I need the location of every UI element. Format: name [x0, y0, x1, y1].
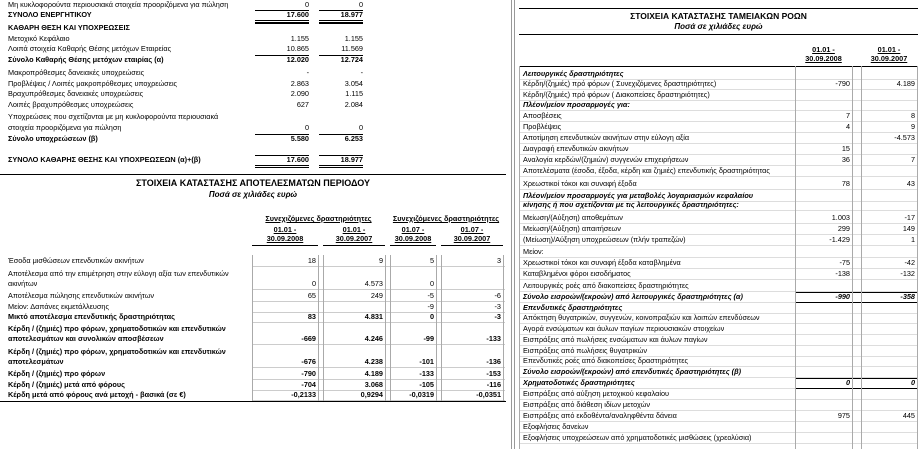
- cashflow-row-label: Πλέον/μείον προσαρμογές για μεταβολές λογαριασμών κεφαλαίου: [523, 191, 754, 200]
- col-header-rule: [252, 245, 318, 246]
- cashflow-col-border: [861, 66, 862, 449]
- results-value: -3: [494, 312, 501, 321]
- cashflow-value-2007: 43: [906, 179, 915, 188]
- total-rule: [795, 388, 917, 389]
- results-row-label: Αποτέλεσμα από την επιμέτρηση στην εύλογη αξία των επενδυτικών: [8, 269, 229, 278]
- cashflow-value-2008: 15: [841, 144, 850, 153]
- results-row-label-cont: αποτελεσμάτων και συνολικών αποσβέσεων: [8, 334, 164, 343]
- total-rule: [255, 55, 309, 56]
- cashflow-title: ΣΤΟΙΧΕΙΑ ΚΑΤΑΣΤΑΣΗΣ ΤΑΜΕΙΑΚΩΝ ΡΟΩΝ: [630, 11, 807, 21]
- cashflow-row-label: Εξοφλήσεις υποχρεώσεων από χρηματοδοτικές μισθώσεις (χρεολύσια): [523, 433, 752, 442]
- cashflow-row-label: Χρεωστικοί τόκοι και συναφή έξοδα καταβλημένα: [523, 258, 681, 267]
- cashflow-value-2007: 445: [902, 411, 915, 420]
- results-row-label-cont: αποτελεσμάτων: [8, 357, 64, 366]
- balance-value-2008: 0: [304, 0, 309, 9]
- balance-value-2008: -: [306, 68, 309, 77]
- results-value: 4.246: [364, 334, 383, 343]
- balance-row-label: Λοιπές βραχυπρόθεσμες υποχρεώσεις: [8, 100, 134, 109]
- row-rule: [252, 322, 505, 323]
- cashflow-row-label: Χρηματοδοτικές δραστηριότητες: [523, 378, 635, 387]
- results-title: ΣΤΟΙΧΕΙΑ ΚΑΤΑΣΤΑΣΗΣ ΑΠΟΤΕΛΕΣΜΑΤΩΝ ΠΕΡΙΟΔΟΥ: [136, 178, 370, 188]
- double-rule: [255, 165, 309, 168]
- results-row-label: Αποτέλεσμα πώλησης επενδυτικών ακινήτων: [8, 291, 155, 300]
- results-value: -133: [419, 369, 434, 378]
- results-value: -0,0351: [476, 390, 501, 399]
- balance-value-2007: 6.253: [344, 134, 363, 143]
- results-value: 83: [307, 312, 316, 321]
- balance-value-2007: 0: [358, 0, 363, 9]
- panel-separator: [511, 0, 515, 449]
- balance-value-2008: 5.580: [290, 134, 309, 143]
- balance-row-label: Βραχυπρόθεσμες δανειακές υποχρεώσεις: [8, 89, 144, 98]
- cashflow-row-label: Διαγραφή επενδυτικών ακινήτων: [523, 144, 629, 153]
- balance-value-2007: -: [360, 68, 363, 77]
- results-row-label-cont: ακινήτων: [8, 279, 38, 288]
- results-col-period-start: 01.01 -: [273, 225, 297, 234]
- total-rule: [255, 155, 309, 156]
- balance-value-2008: 12.020: [286, 55, 309, 64]
- results-value: 9: [378, 256, 383, 265]
- total-rule: [255, 134, 309, 135]
- row-rule: [519, 279, 918, 280]
- cashflow-row-label: Αναλογία κερδών/(ζημιών) συγγενών επιχειρήσεων: [523, 155, 689, 164]
- cashflow-col-period-start: 01.01 -: [812, 45, 835, 54]
- total-rule: [795, 302, 917, 303]
- cashflow-col-period-end: 30.09.2007: [870, 54, 908, 63]
- results-row-label: Κέρδη / (ζημιές) μετά από φόρους: [8, 380, 125, 389]
- results-value: 65: [307, 291, 316, 300]
- results-value: 4.831: [364, 312, 383, 321]
- row-rule: [252, 289, 505, 290]
- total-rule: [319, 155, 363, 156]
- double-rule: [255, 20, 309, 23]
- cashflow-value-2008: -138: [835, 269, 850, 278]
- balance-row-label: ΣΥΝΟΛΟ ΚΑΘΑΡΗΣ ΘΕΣΗΣ ΚΑΙ ΥΠΟΧΡΕΩΣΕΩΝ (α)+(β): [8, 155, 201, 164]
- balance-value-2007: 18.977: [340, 10, 363, 19]
- results-col-border: [252, 255, 253, 401]
- results-col-border: [385, 255, 386, 401]
- results-group-header-2: Συνεχιζόμενες δραστηριότητες: [392, 214, 500, 223]
- balance-value-2008: 0: [304, 123, 309, 132]
- results-row-label: Έσοδα μισθώσεων επενδυτικών ακινήτων: [8, 256, 144, 265]
- cashflow-value-2008: 78: [841, 179, 850, 188]
- cashflow-value-2008: 36: [841, 155, 850, 164]
- cashflow-subtitle: Ποσά σε χιλιάδες ευρώ: [674, 22, 763, 31]
- results-col-border: [503, 255, 504, 401]
- results-value: -676: [301, 357, 316, 366]
- results-col-period-start: 01.07 -: [460, 225, 484, 234]
- balance-row-label: ΚΑΘΑΡΗ ΘΕΣΗ ΚΑΙ ΥΠΟΧΡΕΩΣΕΙΣ: [8, 23, 130, 32]
- results-group-header-1: Συνεχιζόμενες δραστηριότητες: [265, 214, 372, 223]
- total-rule: [795, 378, 917, 379]
- cashflow-value-2007: -4.573: [894, 133, 915, 142]
- cashflow-value-2008: -990: [835, 292, 850, 301]
- cashflow-value-2007: 9: [910, 122, 915, 131]
- results-value: -116: [486, 380, 501, 389]
- cashflow-row-label: (Μείωση)/Αύξηση υποχρεώσεων (πλήν τραπεζών): [523, 235, 686, 244]
- balance-value-2008: 10.865: [286, 44, 309, 53]
- total-rule: [319, 10, 363, 11]
- results-row-label: Μικτό αποτέλεσμα επενδυτικής δραστηριότητας: [8, 312, 175, 321]
- double-rule: [319, 165, 363, 168]
- results-value: 249: [370, 291, 383, 300]
- row-rule: [252, 344, 505, 345]
- balance-row-label: Προβλέψεις / Λοιπές μακροπρόθεσμες υποχρεώσεις: [8, 79, 178, 88]
- balance-value-2007: 0: [358, 123, 363, 132]
- cashflow-row-label: κίνησης ή που σχετίζονται με τις λειτουργικές δραστηριότητες:: [523, 200, 739, 209]
- results-col-border: [436, 255, 437, 401]
- balance-row-label: Λοιπά στοιχεία Καθαρής Θέσης μετόχων Εταιρείας: [8, 44, 172, 53]
- cashflow-row-label: Καταβλημένοι φόροι εισοδήματος: [523, 269, 631, 278]
- balance-value-2007: 2.084: [344, 100, 363, 109]
- cashflow-row-label: Κέρδη/(ζημιές) πρό φόρων ( Διακοπείσες δραστηριότητες): [523, 90, 710, 99]
- balance-value-2008: 2.090: [290, 89, 309, 98]
- cashflow-row-label: Προβλέψεις: [523, 122, 562, 131]
- balance-value-2008: 2.863: [290, 79, 309, 88]
- balance-row-label: ΣΥΝΟΛΟ ΕΝΕΡΓΗΤΙΚΟΥ: [8, 10, 92, 19]
- balance-row-label: Υποχρεώσεις που σχετίζονται με μη κυκλοφορούντα περιουσιακά: [8, 112, 219, 121]
- cashflow-header-rule: [519, 8, 918, 9]
- results-value: -136: [486, 357, 501, 366]
- results-value: 4.573: [364, 279, 383, 288]
- results-value: 5: [429, 256, 434, 265]
- row-rule: [519, 189, 918, 190]
- cashflow-row-label: Αγορά ενσώματων και άυλων παγίων περιουσιακών στοιχείων: [523, 324, 725, 333]
- balance-row-label: Μη κυκλοφορούντα περιουσιακά στοιχεία προοριζόμενα για πώληση: [8, 0, 229, 9]
- cashflow-header-rule: [519, 34, 918, 35]
- row-rule: [519, 176, 918, 177]
- results-value: 18: [307, 256, 316, 265]
- cashflow-value-2007: -42: [904, 258, 915, 267]
- row-rule: [252, 301, 505, 302]
- cashflow-value-2007: -17: [904, 213, 915, 222]
- balance-value-2007: 3.054: [344, 79, 363, 88]
- results-value: -0,0319: [409, 390, 434, 399]
- cashflow-row-label: Εισπράξεις από πωλήσεις ενσώματων και άυλων παγίων: [523, 335, 708, 344]
- results-value: 4.189: [364, 369, 383, 378]
- double-rule: [319, 20, 363, 23]
- results-col-period-end: 30.09.2007: [453, 234, 491, 243]
- cashflow-row-label: Κέρδη/(ζημιές) πρό φόρων ( Συνεχιζόμενες δραστηριότητες): [523, 79, 717, 88]
- results-col-border: [390, 255, 391, 401]
- cashflow-col-border: [795, 66, 796, 449]
- total-rule: [255, 10, 309, 11]
- section-rule: [0, 174, 506, 175]
- cashflow-value-2007: 7: [910, 155, 915, 164]
- cashflow-row-label: Αποτίμηση επενδυτικών ακινήτων στην εύλογη αξία: [523, 133, 690, 142]
- cashflow-value-2008: 4: [845, 122, 850, 131]
- row-rule: [519, 443, 918, 444]
- results-col-period-start: 01.01 -: [342, 225, 366, 234]
- cashflow-row-label: Αποτελέσματα (έσοδα, έξοδα, κέρδη και ζημιές) επενδυτικής δραστηριότητας: [523, 166, 770, 175]
- cashflow-row-label: Μείωση/(Αύξηση) απαιτήσεων: [523, 224, 621, 233]
- results-col-period-end: 30.09.2008: [394, 234, 432, 243]
- cashflow-row-label: Λειτουργικές δραστηριότητες: [523, 69, 624, 78]
- results-col-border: [318, 255, 319, 401]
- results-value: 0: [429, 312, 434, 321]
- results-value: -9: [427, 302, 434, 311]
- results-value: -3: [494, 302, 501, 311]
- cashflow-value-2007: 149: [902, 224, 915, 233]
- cashflow-row-label: Εισπράξεις από πωλήσεις θυγατρικών: [523, 346, 648, 355]
- results-value: -669: [301, 334, 316, 343]
- results-value: 3: [496, 256, 501, 265]
- cashflow-row-label: Εισπράξεις από διάθεση ιδίων μετοχών: [523, 400, 650, 409]
- cashflow-col-border: [852, 66, 853, 449]
- cashflow-row-label: Σύνολο εισροών/(εκροών) από επενδυτικές δραστηριότητες (β): [523, 367, 742, 376]
- balance-value-2008: 1.155: [290, 34, 309, 43]
- balance-row-label: Σύνολο Καθαρής Θέσης μετόχων εταιρίας (α): [8, 55, 164, 64]
- results-col-border: [323, 255, 324, 401]
- balance-value-2008: 627: [296, 100, 309, 109]
- results-col-period-end: 30.09.2007: [335, 234, 373, 243]
- cashflow-row-label: Σύνολο εισροών/(εκροών) από λειτουργικές δραστηριότητες (α): [523, 292, 743, 301]
- total-rule: [319, 23, 363, 24]
- cashflow-value-2008: -790: [835, 79, 850, 88]
- results-col-period-end: 30.09.2008: [266, 234, 304, 243]
- results-value: -790: [301, 369, 316, 378]
- total-rule: [795, 292, 917, 293]
- balance-row-label: Σύνολο υποχρεώσεων (β): [8, 134, 98, 143]
- results-value: 4.238: [364, 357, 383, 366]
- cashflow-value-2007: 0: [910, 378, 915, 387]
- cashflow-value-2007: -132: [900, 269, 915, 278]
- results-value: 0: [429, 279, 434, 288]
- results-row-label: Κέρδη μετά από φόρους ανά μετοχή - βασικά (σε €): [8, 390, 186, 399]
- results-value: -0,2133: [291, 390, 316, 399]
- cashflow-row-label: Πλέον/μείον προσαρμογές για:: [523, 100, 630, 109]
- col-header-rule: [441, 245, 503, 246]
- results-row-label: Κέρδη / (ζημιές) προ φόρων, χρηματοδοτικών και επενδυτικών: [8, 347, 226, 356]
- cashflow-row-label: Μείον:: [523, 247, 544, 256]
- cashflow-value-2008: -75: [839, 258, 850, 267]
- cashflow-row-label: Εξοφλήσεις δανείων: [523, 422, 589, 431]
- balance-value-2007: 11.569: [341, 44, 363, 53]
- cashflow-value-2008: -1.429: [829, 235, 850, 244]
- balance-value-2008: 17.600: [286, 10, 309, 19]
- cashflow-row-label: Επενδυτικές ροές από διακοπείσες δραστηριότητες: [523, 356, 688, 365]
- cashflow-col-period-end: 30.09.2008: [805, 54, 842, 63]
- results-value: -101: [419, 357, 434, 366]
- col-header-rule: [390, 245, 436, 246]
- cashflow-col-period-start: 01.01 -: [877, 45, 901, 54]
- balance-value-2008: 17.600: [286, 155, 309, 164]
- results-value: -153: [486, 369, 501, 378]
- cashflow-row-label: Χρεωστικοί τόκοι και συναφή έξοδα: [523, 179, 637, 188]
- cashflow-header-rule: [519, 66, 918, 67]
- row-rule: [519, 245, 918, 246]
- row-rule: [519, 210, 918, 211]
- results-value: -5: [427, 291, 434, 300]
- row-rule: [252, 367, 505, 368]
- cashflow-value-2008: 1.003: [831, 213, 850, 222]
- balance-row-label: στοιχεία προοριζόμενα για πώληση: [8, 123, 122, 132]
- total-rule: [255, 23, 309, 24]
- cashflow-row-label: Εισπράξεις από αύξηση μετοχικού κεφαλαίου: [523, 389, 670, 398]
- results-value: -133: [486, 334, 501, 343]
- balance-row-label: Μετοχικό Κεφάλαιο: [8, 34, 70, 43]
- results-value: 0,9294: [360, 390, 383, 399]
- results-row-label: Κέρδη / (ζημιές) προ φόρων: [8, 369, 106, 378]
- cashflow-row-label: Αποσβέσεις: [523, 111, 562, 120]
- results-col-border: [441, 255, 442, 401]
- cashflow-row-label: Απόκτηση θυγατρικών, συγγενών, κοινοπραξιών και λοιπών επενδύσεων: [523, 313, 760, 322]
- balance-row-label: Μακροπρόθεσμες δανειακές υποχρεώσεις: [8, 68, 145, 77]
- cashflow-value-2007: -358: [900, 292, 915, 301]
- results-value: -6: [494, 291, 501, 300]
- results-row-label: Κέρδη / (ζημιές) προ φόρων, χρηματοδοτικών και επενδυτικών: [8, 324, 226, 333]
- cashflow-value-2008: 975: [837, 411, 850, 420]
- row-rule: [519, 110, 918, 111]
- col-header-rule: [323, 245, 385, 246]
- cashflow-col-border: [519, 66, 520, 449]
- cashflow-row-label: Λειτουργικές ροές από διακοπείσες δραστηριότητες: [523, 281, 689, 290]
- total-rule: [319, 55, 363, 56]
- results-subtitle: Ποσά σε χιλιάδες ευρώ: [208, 190, 298, 199]
- balance-value-2007: 12.724: [340, 55, 363, 64]
- balance-value-2007: 18.977: [340, 155, 363, 164]
- results-value: -105: [419, 380, 434, 389]
- results-bottom-rule: [0, 401, 506, 402]
- results-row-label: Μείον: Δαπάνες εκμετάλλευσης: [8, 302, 109, 311]
- balance-value-2007: 1.115: [345, 89, 363, 98]
- cashflow-row-label: Μείωση/(Αύξηση) αποθεμάτων: [523, 213, 623, 222]
- right-panel: [519, 0, 918, 449]
- balance-value-2007: 1.155: [344, 34, 363, 43]
- cashflow-value-2008: 299: [837, 224, 850, 233]
- cashflow-row-label: Επενδυτικές δραστηριότητες: [523, 303, 623, 312]
- results-value: 0: [311, 279, 316, 288]
- cashflow-value-2008: 0: [845, 378, 850, 387]
- row-rule: [252, 266, 505, 267]
- results-col-period-start: 01.07 -: [401, 225, 425, 234]
- cashflow-value-2008: 7: [845, 111, 850, 120]
- results-value: -99: [423, 334, 434, 343]
- cashflow-value-2007: 8: [910, 111, 915, 120]
- cashflow-row-label: Εισπράξεις από εκδοθέντα/αναληφθέντα δάνεια: [523, 411, 677, 420]
- cashflow-value-2007: 1: [910, 235, 915, 244]
- total-rule: [319, 134, 363, 135]
- results-value: -704: [301, 380, 316, 389]
- row-rule: [519, 121, 918, 122]
- results-value: 3.068: [364, 380, 383, 389]
- cashflow-value-2007: 4.189: [896, 79, 915, 88]
